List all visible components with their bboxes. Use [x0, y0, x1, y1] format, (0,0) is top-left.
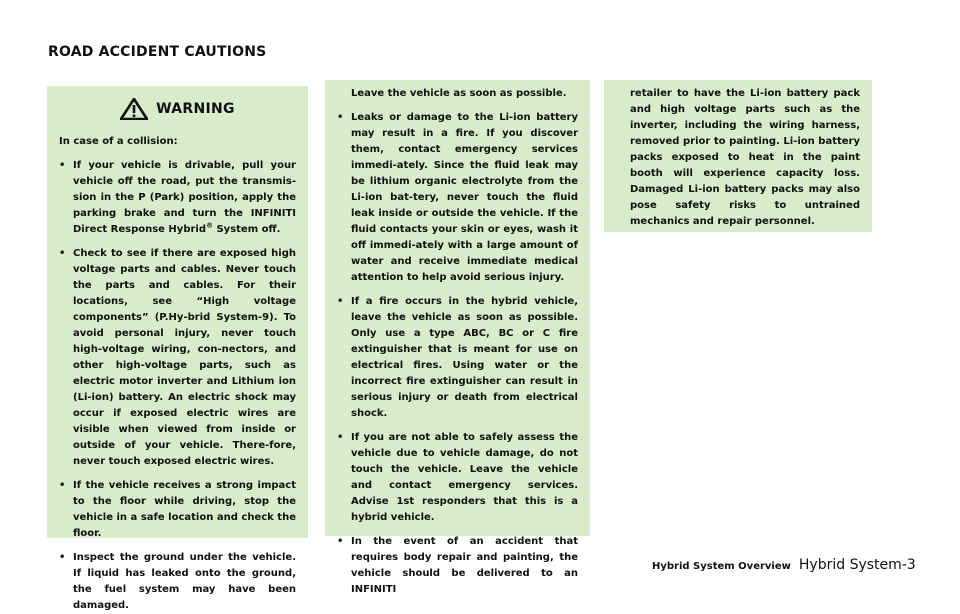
- registered-mark: ®: [206, 221, 213, 230]
- warning-list-1: [59, 158, 296, 614]
- warning-panel-column-1: [47, 86, 308, 611]
- warning-triangle-icon: [120, 98, 148, 120]
- warning-panel-column-2: [325, 80, 590, 595]
- list-item: • If you are not able to safely assess the vehicle due to vehicle damage, do not touch the vehicle. Leave the vehicle and contact emergency services. Advise 1st responders that this is a hybrid vehicle.: [337, 430, 578, 526]
- warning-panel-column-3: [604, 80, 872, 232]
- list-item: • Leaks or damage to the Li-ion battery may result in a fire. If you discover them, contact emergency services immedi-ately. Since the fluid leak may be lithium organic electrolyte from the Li-ion bat-tery, never touch the fluid leak inside or outside the vehicle. If the fluid contacts your skin or eyes, wash it off immedi-ately with a large amount of water and receive immediate medical attention to help avoid serious injury.: [337, 110, 578, 286]
- list-item: • If a fire occurs in the hybrid vehicle, leave the vehicle as soon as possible. Only use a type ABC, BC or C fire extinguisher that is meant for use on electrical fires. Using water or the incorrect fire extinguisher can result in serious injury or death from electrical shock.: [337, 294, 578, 422]
- warning-header: [59, 96, 296, 122]
- list-item: • If the vehicle receives a strong impact to the floor while driving, stop the vehicle in a safe location and check the floor.: [59, 478, 296, 542]
- list-item: [59, 158, 296, 238]
- list-item-text: If your vehicle is drivable, pull your vehicle off the road, put the transmis-sion in the P (Park) position, apply the parking brake and turn the INFINITI Direct Response Hybrid: [73, 160, 296, 235]
- section-title: ROAD ACCIDENT CAUTIONS: [48, 44, 267, 60]
- continued-text: Leave the vehicle as soon as possible.: [351, 88, 567, 99]
- continued-text: retailer to have the Li-ion battery pack and high voltage parts such as the inverter, including the wiring harness, removed prior to painting. Li-ion battery packs exposed to heat in the paint booth will experience capacity loss. Damaged Li-ion battery packs may also pose safety risks to untrained mechanics and repair personnel.: [630, 88, 860, 227]
- list-item-text: System off.: [213, 224, 281, 235]
- list-item: • Check to see if there are exposed high voltage parts and cables. Never touch the parts and cables. For their locations, see “High voltage components” (P.Hy-brid System-9). To avoid personal injury, never touch high-voltage wiring, con-nectors, and other high-voltage parts, such as electric motor inverter and Lithium ion (Li-ion) battery. An electric shock may occur if exposed electric wires are visible when viewed from inside or outside of your vehicle. There-fore, never touch exposed electric wires.: [59, 246, 296, 470]
- warning-intro: In case of a collision:: [59, 136, 178, 147]
- list-item: • Inspect the ground under the vehicle. If liquid has leaked onto the ground, the fuel system may have been damaged.: [59, 550, 296, 614]
- warning-label: WARNING: [156, 101, 235, 117]
- page-footer: [652, 557, 916, 573]
- page-number: Hybrid System-3: [798, 557, 916, 573]
- list-item: • In the event of an accident that requires body repair and painting, the vehicle should be delivered to an INFINITI: [337, 534, 578, 598]
- footer-section-name: Hybrid System Overview: [652, 561, 791, 572]
- warning-list-2: [337, 110, 578, 598]
